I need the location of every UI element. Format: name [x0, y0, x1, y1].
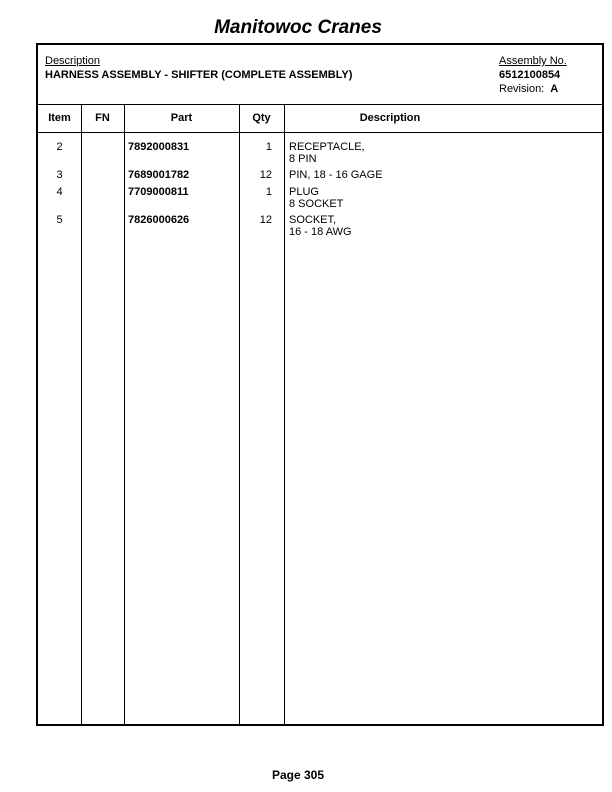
revision-label: Revision: [499, 83, 545, 95]
part-description: PLUG 8 SOCKET [289, 186, 344, 210]
column-header-item: Item [48, 112, 71, 124]
parts-list-frame [36, 43, 604, 726]
column-divider [81, 104, 82, 724]
column-header-part: Part [170, 112, 193, 124]
part-number: 7826000626 [128, 214, 190, 226]
column-divider [284, 104, 285, 724]
column-divider [124, 104, 125, 724]
quantity: 12 [259, 169, 272, 181]
column-header-qty: Qty [252, 112, 271, 124]
document-title: Manitowoc Cranes [214, 17, 382, 38]
column-header-divider [38, 132, 602, 133]
revision-value: A [550, 83, 559, 95]
item-number: 5 [56, 214, 63, 226]
part-description: SOCKET, 16 - 18 AWG [289, 214, 352, 238]
quantity: 12 [259, 214, 272, 226]
column-header-description: Description [359, 112, 421, 124]
quantity: 1 [265, 186, 272, 198]
assembly-number: 6512100854 [499, 69, 561, 81]
item-number: 2 [56, 141, 63, 153]
revision [499, 83, 558, 95]
assembly-header [38, 45, 602, 105]
page-number: Page 305 [271, 768, 325, 782]
column-header-fn: FN [95, 112, 110, 124]
assembly-number-label: Assembly No. [499, 55, 567, 67]
part-description: RECEPTACLE, 8 PIN [289, 141, 365, 165]
assembly-description: HARNESS ASSEMBLY - SHIFTER (COMPLETE ASSEMBLY) [45, 69, 353, 81]
quantity: 1 [265, 141, 272, 153]
part-description: PIN, 18 - 16 GAGE [289, 169, 383, 181]
description-label: Description [45, 55, 101, 67]
item-number: 3 [56, 169, 63, 181]
part-number: 7689001782 [128, 169, 190, 181]
part-number: 7892000831 [128, 141, 190, 153]
part-number: 7709000811 [128, 186, 189, 198]
item-number: 4 [56, 186, 63, 198]
